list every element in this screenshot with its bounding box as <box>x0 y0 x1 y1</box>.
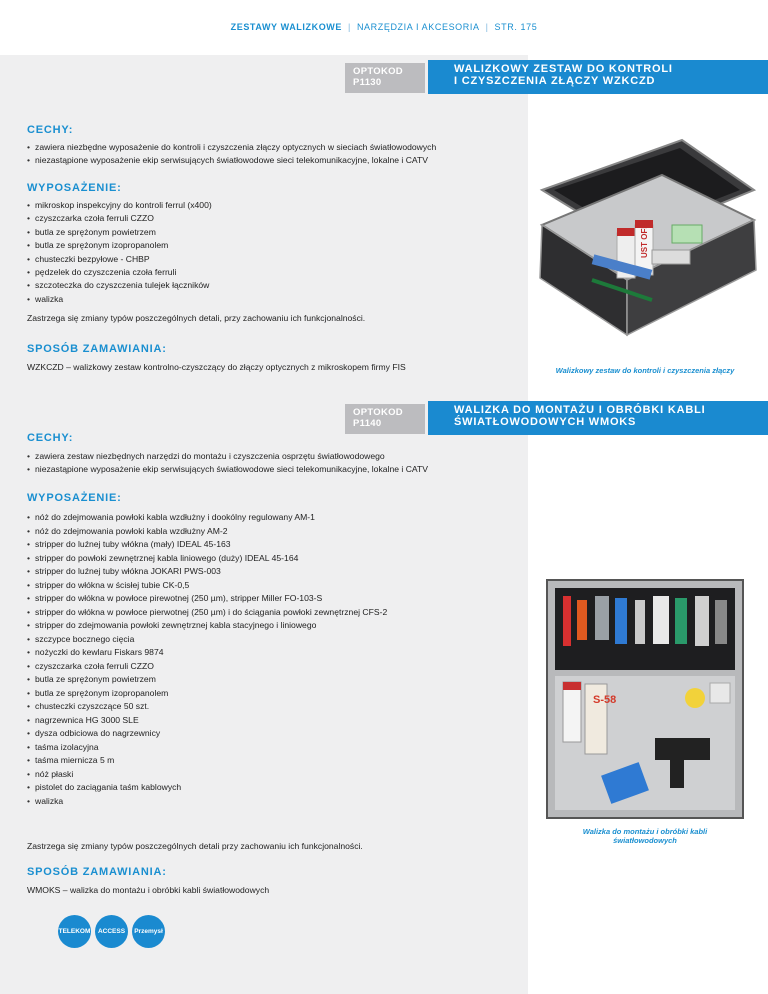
header-separator: | <box>348 22 351 32</box>
product-code: P1130 <box>353 77 382 88</box>
product-label: S-58 <box>593 694 617 706</box>
badge-przemysl: Przemysł <box>132 915 165 948</box>
can-label: UST OFF <box>640 223 649 258</box>
code-label: OPTOKOD <box>353 66 403 77</box>
order-text: WZKCZD – walizkowy zestaw kontrolno-czyszczący do złączy optycznych z mikroskopem firmy FIS <box>27 362 406 372</box>
equipment-heading: WYPOSAŻENIE: <box>27 492 122 504</box>
list-item: • chusteczki bezpyłowe - CHBP <box>27 253 212 266</box>
list-item: • butla ze sprężonym powietrzem <box>27 673 387 687</box>
features-heading: CECHY: <box>27 432 74 444</box>
list-item: • walizka <box>27 293 212 306</box>
list-item: • czyszczarka czoła ferruli CZZO <box>27 212 212 225</box>
header-separator: | <box>485 22 489 32</box>
list-item: • szczoteczka do czyszczenia tulejek łączników <box>27 279 212 292</box>
product-title-line: ŚWIATŁOWODOWYCH WMOKS <box>454 416 637 428</box>
list-item: • nóż do zdejmowania powłoki kabla wzdłużny AM-2 <box>27 525 387 539</box>
list-item: • zawiera niezbędne wyposażenie do kontroli i czyszczenia złączy optycznych w sieciach światłowodowych <box>27 141 436 154</box>
list-item: • nóż do zdejmowania powłoki kabla wzdłużny i dookólny regulowany AM-1 <box>27 511 387 525</box>
list-item: • chusteczki czyszczące 50 szt. <box>27 700 387 714</box>
features-list <box>27 141 436 168</box>
list-item: • nóż płaski <box>27 768 387 782</box>
list-item: • nagrzewnica HG 3000 SLE <box>27 714 387 728</box>
product-title-box <box>428 60 768 94</box>
tool-case-photo <box>545 578 745 820</box>
list-item: • stripper do włókna w powłoce pierwotnej (250 µm) i do ściągania powłoki zewnętrznej CFS-2 <box>27 606 387 620</box>
list-item: • czyszczarka czoła ferruli CZZO <box>27 660 387 674</box>
list-item: • pędzelek do czyszczenia czoła ferruli <box>27 266 212 279</box>
order-heading: SPOSÓB ZAMAWIANIA: <box>27 866 167 878</box>
list-item: • niezastąpione wyposażenie ekip serwisujących światłowodowe sieci telekomunikacyjne, lokalne i CATV <box>27 463 428 476</box>
list-item: • stripper do włókna w ścisłej tubie CK-0,5 <box>27 579 387 593</box>
list-item: • butla ze sprężonym izopropanolem <box>27 239 212 252</box>
list-item: • taśma miernicza 5 m <box>27 754 387 768</box>
equipment-heading: WYPOSAŻENIE: <box>27 182 122 194</box>
list-item: • stripper do luźnej tuby włókna JOKARI PWS-003 <box>27 565 387 579</box>
photo-caption: Walizkowy zestaw do kontroli i czyszczenia złączy <box>555 366 735 375</box>
list-item: • mikroskop inspekcyjny do kontroli ferrul (x400) <box>27 199 212 212</box>
page-number: STR. 175 <box>494 22 538 32</box>
cleaning-kit-photo <box>532 130 762 340</box>
list-item: • taśma izolacyjna <box>27 741 387 755</box>
list-item: • dysza odbiciowa do nagrzewnicy <box>27 727 387 741</box>
list-item: • stripper do zdejmowania powłoki zewnętrznej kabla stacyjnego i liniowego <box>27 619 387 633</box>
list-item: • butla ze sprężonym izopropanolem <box>27 687 387 701</box>
disclaimer-note: Zastrzega się zmiany typów poszczególnych detali, przy zachowaniu ich funkcjonalności. <box>27 313 366 323</box>
caption-line: Walizka do montażu i obróbki kabli <box>582 827 708 836</box>
features-heading: CECHY: <box>27 124 74 136</box>
list-item: • walizka <box>27 795 387 809</box>
product-code-box <box>345 404 425 434</box>
product-code-box <box>345 63 425 93</box>
badge-telekom: TELEKOM <box>58 915 91 948</box>
list-item: • stripper do luźnej tuby włókna (mały) IDEAL 45-163 <box>27 538 387 552</box>
equipment-list <box>27 511 387 808</box>
product-title-line: I CZYSZCZENIA ZŁĄCZY WZKCZD <box>454 75 656 87</box>
list-item: • butla ze sprężonym powietrzem <box>27 226 212 239</box>
list-item: • stripper do powłoki zewnętrznej kabla liniowego (duży) IDEAL 45-164 <box>27 552 387 566</box>
order-text: WMOKS – walizka do montażu i obróbki kabli światłowodowych <box>27 885 270 895</box>
caption-line: światłowodowych <box>613 836 677 845</box>
order-heading: SPOSÓB ZAMAWIANIA: <box>27 343 167 355</box>
header-section: ZESTAWY WALIZKOWE <box>230 22 342 32</box>
equipment-list <box>27 199 212 306</box>
product-title-box <box>428 401 768 435</box>
photo-caption <box>560 827 730 845</box>
product-title-line: WALIZKA DO MONTAŻU I OBRÓBKI KABLI <box>454 404 706 416</box>
list-item: • stripper do włókna w powłoce pirewotnej (250 µm), stripper Miller FO-103-S <box>27 592 387 606</box>
list-item: • nożyczki do kewlaru Fiskars 9874 <box>27 646 387 660</box>
disclaimer-note: Zastrzega się zmiany typów poszczególnych detali przy zachowaniu ich funkcjonalności. <box>27 841 363 851</box>
list-item: • zawiera zestaw niezbędnych narzędzi do montażu i czyszczenia osprzętu światłowodowego <box>27 450 428 463</box>
badge-access: ACCESS <box>95 915 128 948</box>
product-title-line: WALIZKOWY ZESTAW DO KONTROLI <box>454 63 673 75</box>
product-code: P1140 <box>353 418 382 429</box>
header-subsection: NARZĘDZIA I AKCESORIA <box>356 22 480 32</box>
list-item: • pistolet do zaciągania taśm kablowych <box>27 781 387 795</box>
code-label: OPTOKOD <box>353 407 403 418</box>
list-item: • szczypce bocznego cięcia <box>27 633 387 647</box>
features-list <box>27 450 428 477</box>
list-item: • niezastąpione wyposażenie ekip serwisujących światłowodowe sieci telekomunikacyjne, lokalne i CATV <box>27 154 436 167</box>
page-header <box>0 22 768 32</box>
